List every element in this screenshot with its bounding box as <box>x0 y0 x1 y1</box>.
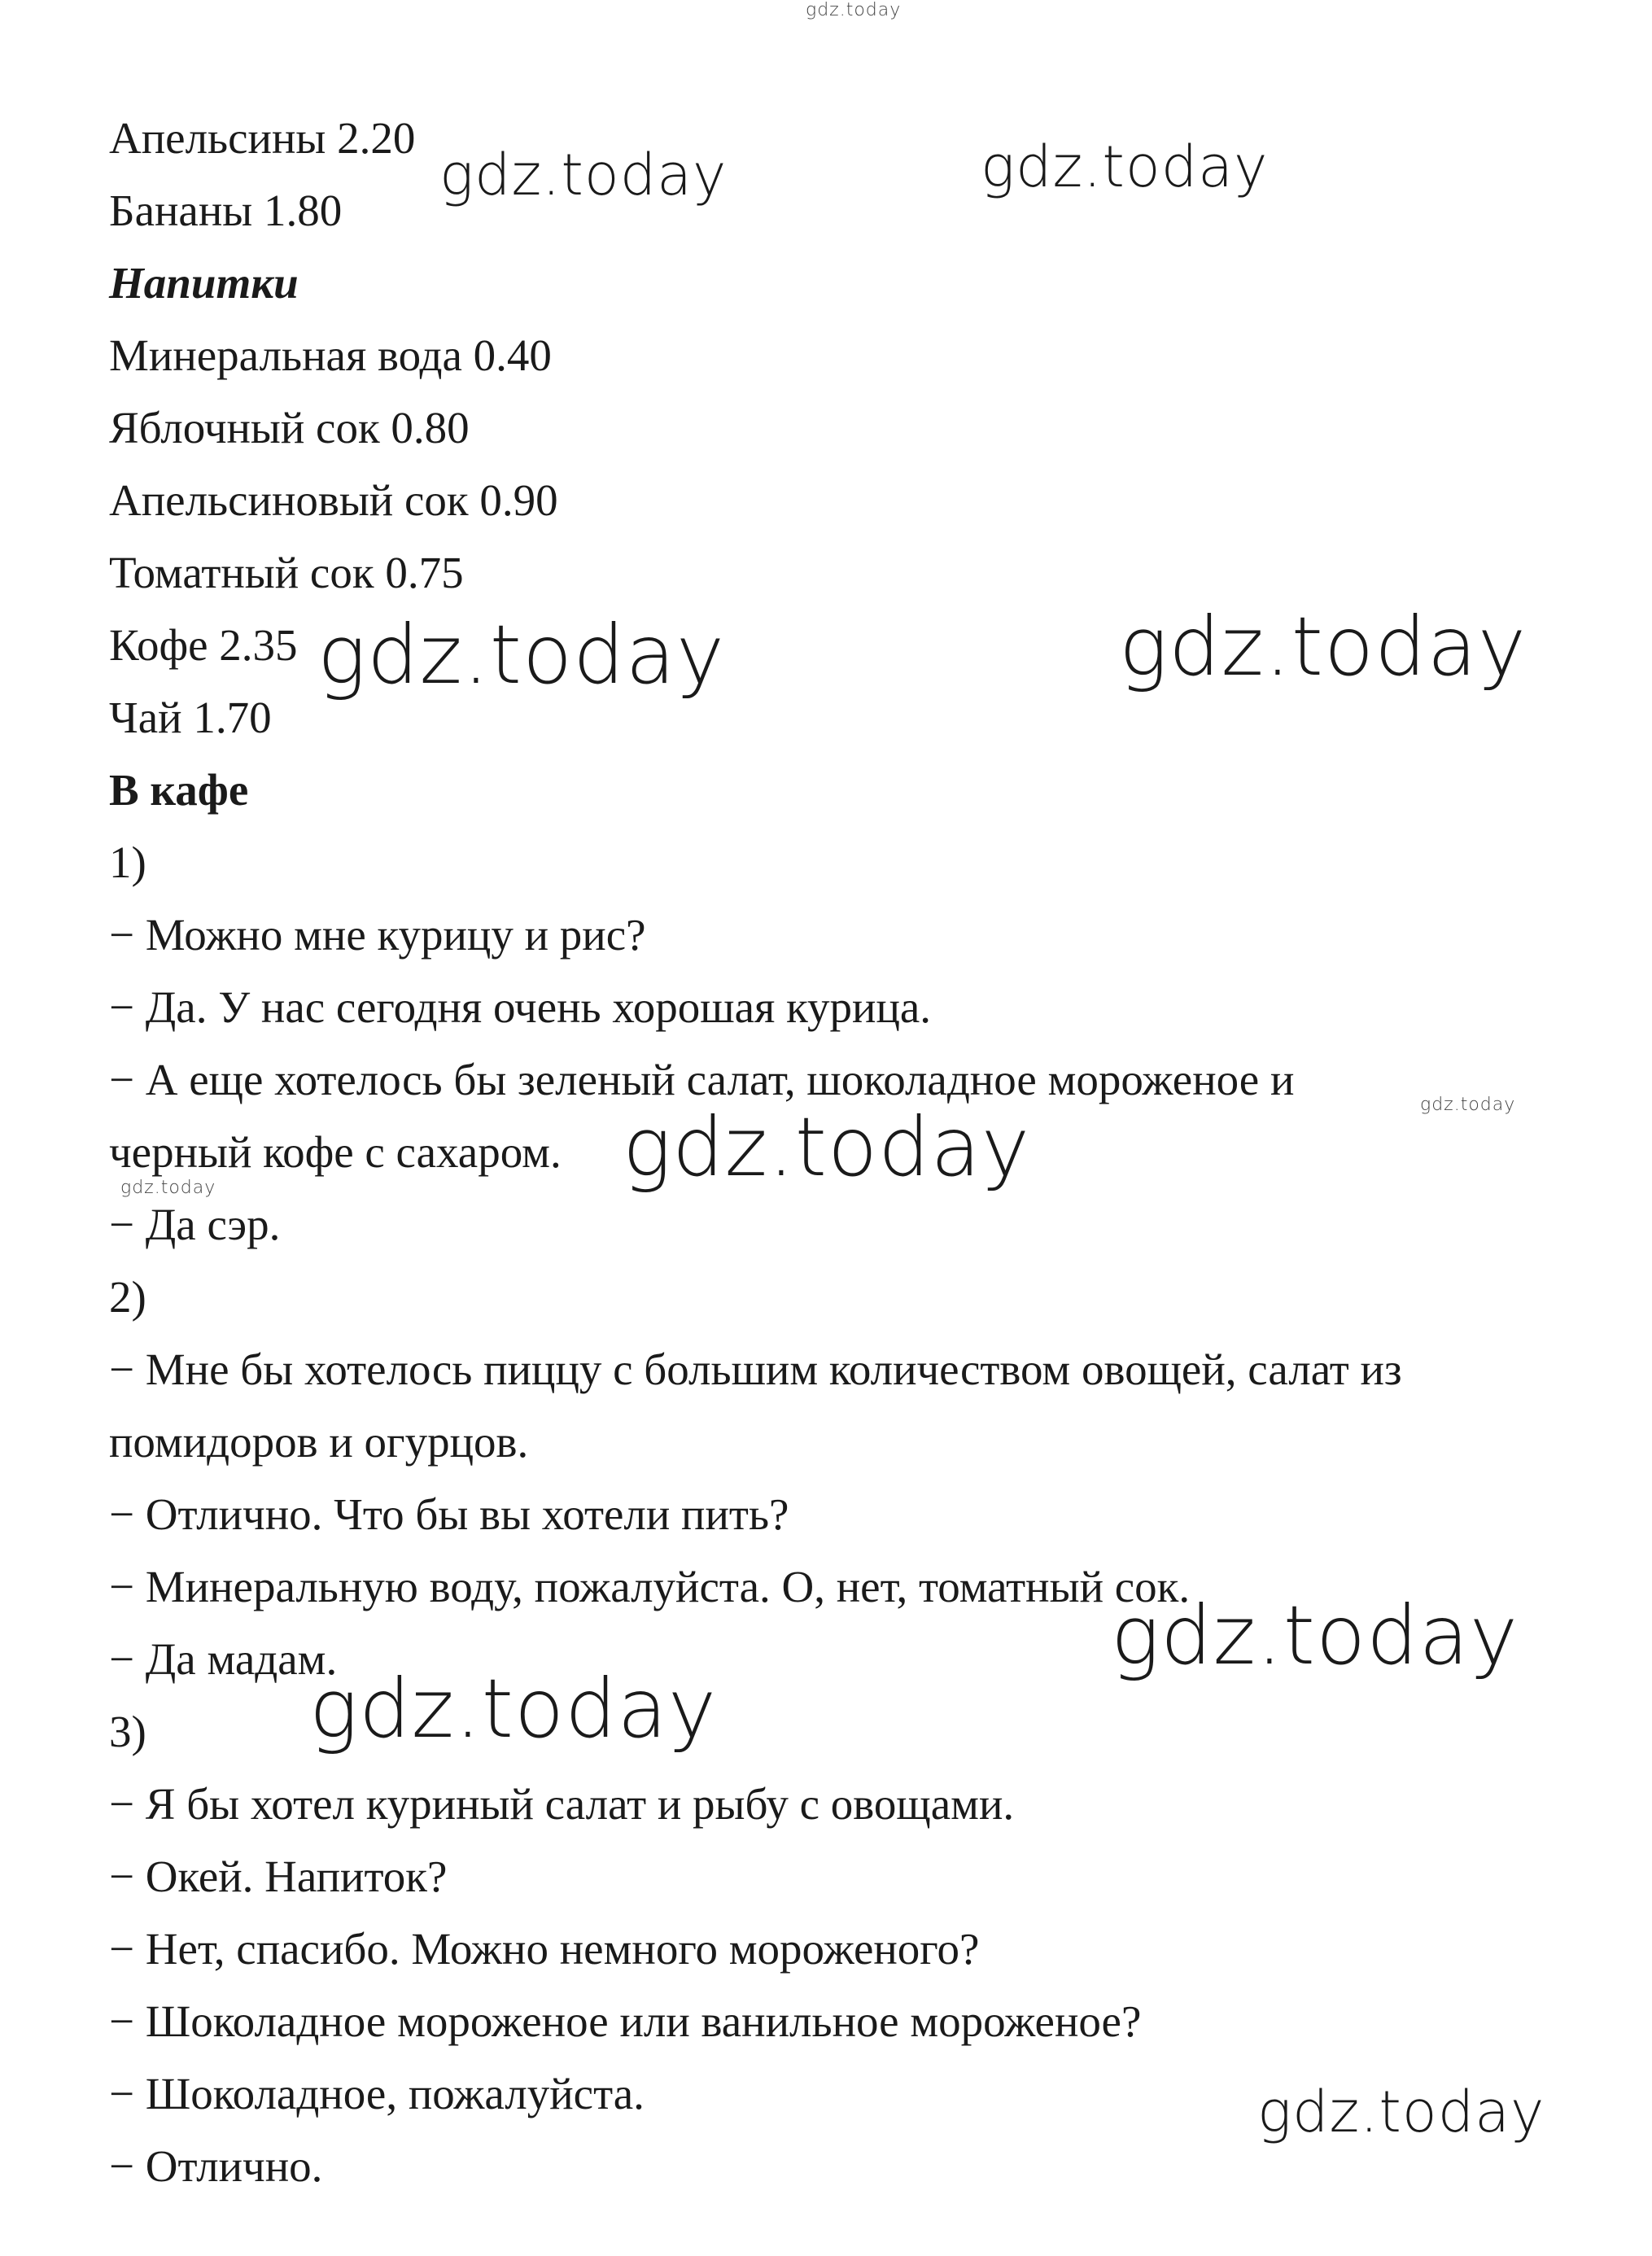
watermark: gdz.today <box>309 1661 718 1756</box>
dialogue-number-1: 1) <box>109 837 146 887</box>
dialogue-line: − Нет, спасибо. Можно немного мороженого? <box>109 1924 980 1974</box>
dialogue-line-continued: помидоров и огурцов. <box>109 1417 529 1467</box>
section-heading-cafe: В кафе <box>109 765 249 815</box>
dialogue-line: − Шоколадное мороженое или ванильное мороженое? <box>109 1996 1142 2046</box>
drink-apple-juice: Яблочный сок 0.80 <box>109 403 470 453</box>
watermark-tiny: gdz.today <box>120 1178 216 1198</box>
dialogue-line: − Да мадам. <box>109 1634 338 1684</box>
dialogue-line: − Отлично. Что бы вы хотели пить? <box>109 1489 789 1539</box>
drink-mineral-water: Минеральная вода 0.40 <box>109 330 552 380</box>
dialogue-line: − Можно мне курицу и рис? <box>109 910 646 960</box>
dialogue-line: − Шоколадное, пожалуйста. <box>109 2069 645 2118</box>
dialogue-number-2: 2) <box>109 1272 146 1322</box>
drink-orange-juice: Апельсиновый сок 0.90 <box>109 475 558 525</box>
dialogue-line: − Мне бы хотелось пиццу с большим количеством овощей, салат из <box>109 1344 1402 1394</box>
fruit-bananas: Бананы 1.80 <box>109 186 343 235</box>
dialogue-number-3: 3) <box>109 1707 146 1756</box>
watermark: gdz.today <box>439 142 728 208</box>
dialogue-line: − Минеральную воду, пожалуйста. О, нет, томатный сок. <box>109 1562 1191 1611</box>
dialogue-line: − Окей. Напиток? <box>109 1852 448 1901</box>
dialogue-line: − Я бы хотел куриный салат и рыбу с овощами. <box>109 1779 1015 1829</box>
watermark: gdz.today <box>1111 1588 1519 1683</box>
fruit-oranges: Апельсины 2.20 <box>109 113 416 163</box>
dialogue-line: − Отлично. <box>109 2141 323 2191</box>
dialogue-line: − Да. У нас сегодня очень хорошая курица. <box>109 982 932 1032</box>
drink-coffee: Кофе 2.35 <box>109 620 298 670</box>
watermark: gdz.today <box>1119 599 1527 694</box>
watermark: gdz.today <box>623 1100 1031 1195</box>
dialogue-line-continued: черный кофе с сахаром. <box>109 1127 562 1177</box>
watermark-tiny: gdz.today <box>1420 1095 1516 1115</box>
drink-tea: Чай 1.70 <box>109 693 272 742</box>
section-heading-drinks: Напитки <box>109 258 299 308</box>
dialogue-line: − Да сэр. <box>109 1200 281 1249</box>
watermark: gdz.today <box>1257 2079 1545 2145</box>
dialogue-line: − А еще хотелось бы зеленый салат, шоколадное мороженое и <box>109 1055 1295 1104</box>
watermark: gdz.today <box>981 133 1269 200</box>
watermark-tiny: gdz.today <box>806 0 902 20</box>
watermark: gdz.today <box>317 607 726 702</box>
drink-tomato-juice: Томатный сок 0.75 <box>109 548 464 597</box>
